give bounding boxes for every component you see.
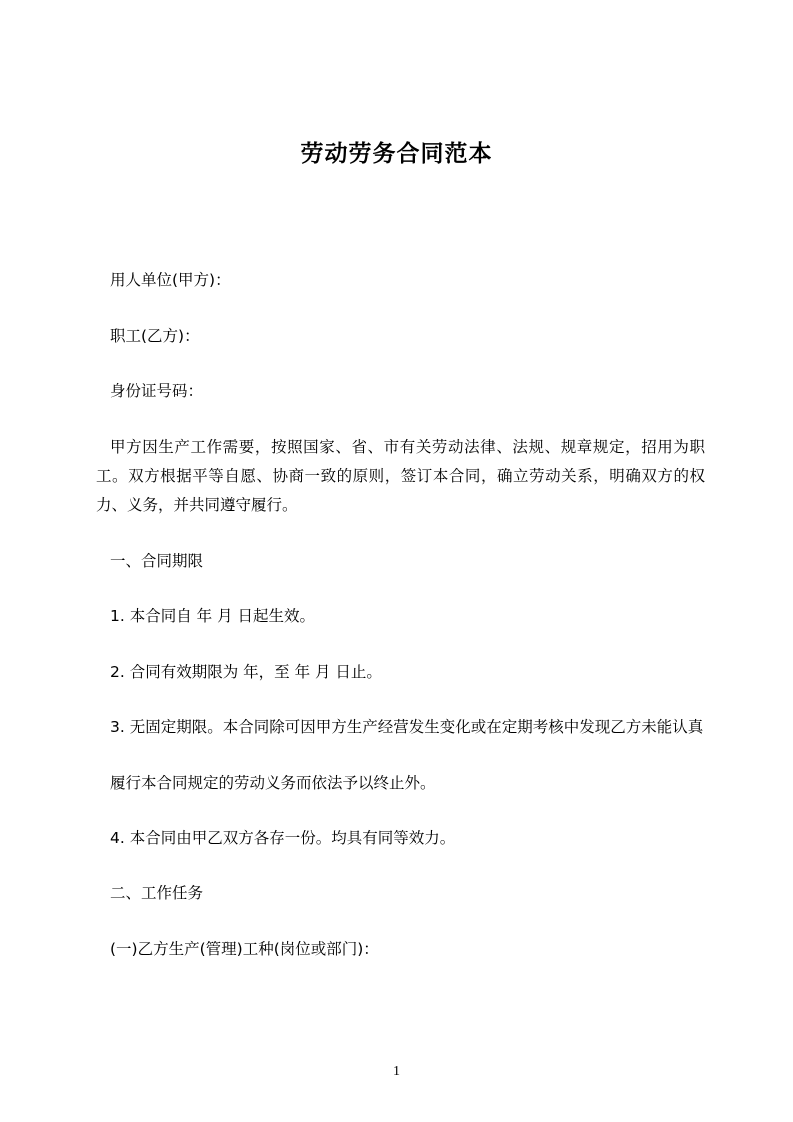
clause-1-2: 2. 合同有效期限为 年，至 年 月 日止。 — [110, 662, 382, 681]
page-title: 劳动劳务合同范本 — [300, 141, 493, 167]
paragraph-preamble: 甲方因生产工作需要，按照国家、省、市有关劳动法律、法规、规章规定，招用为职工。双方根据平等自愿、协商一致的原则，签订本合同，确立劳动关系，明确双方的权力、义务，并共同遵守履行。 — [96, 437, 705, 515]
clause-1-3: 3. 无固定期限。本合同除可因甲方生产经营发生变化或在定期考核中发现乙方未能认真 — [110, 718, 704, 737]
clause-2-1: (一)乙方生产(管理)工种(岗位或部门)： — [110, 939, 379, 958]
heading-section-2: 二、工作任务 — [110, 884, 204, 903]
clause-1-3-continuation: 履行本合同规定的劳动义务而依法予以终止外。 — [110, 773, 436, 792]
clause-1-1: 1. 本合同自 年 月 日起生效。 — [110, 607, 315, 626]
clause-1-4: 4. 本合同由甲乙双方各存一份。均具有同等效力。 — [110, 829, 456, 847]
paragraph-party-b: 职工(乙方)： — [110, 326, 200, 345]
paragraph-id-number: 身份证号码： — [110, 382, 204, 401]
document-body — [0, 266, 793, 964]
heading-section-1: 一、合同期限 — [110, 551, 204, 570]
paragraph-party-a: 用人单位(甲方)： — [110, 271, 231, 290]
page-number: 1 — [393, 1064, 400, 1079]
